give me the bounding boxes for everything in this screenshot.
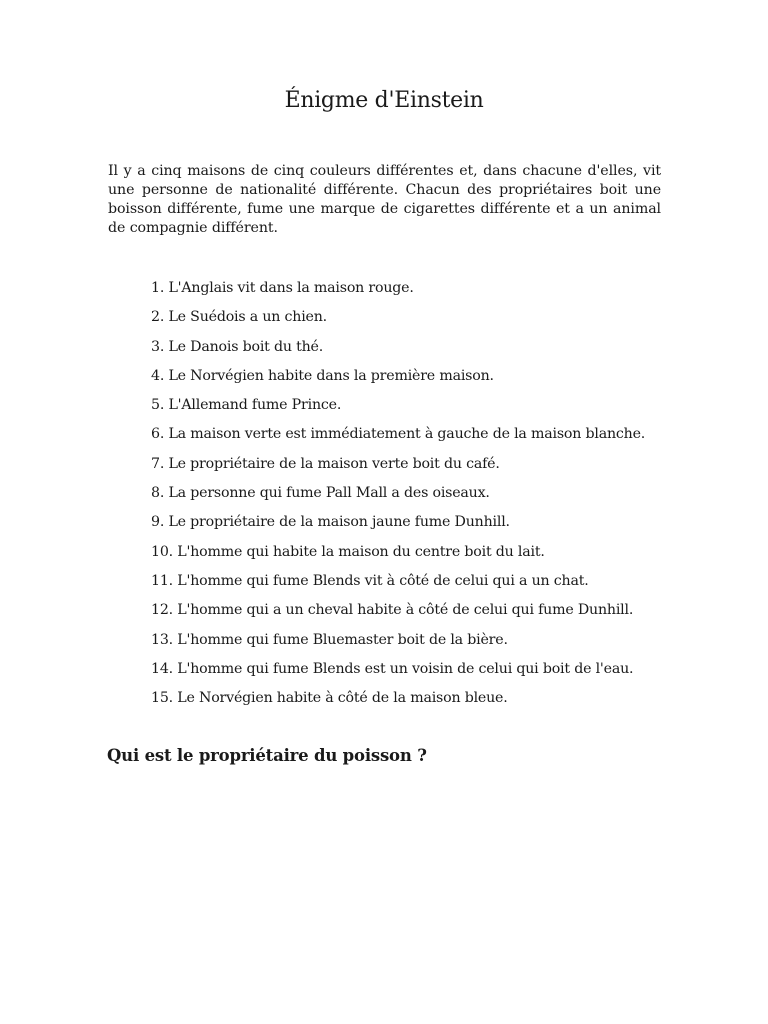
clue-item: 11. L'homme qui fume Blends vit à côté de celui qui a un chat. xyxy=(151,572,589,589)
riddle-question: Qui est le propriétaire du poisson ? xyxy=(107,746,427,765)
clue-item: 4. Le Norvégien habite dans la première maison. xyxy=(151,367,494,384)
clue-item: 5. L'Allemand fume Prince. xyxy=(151,397,342,414)
clue-list xyxy=(151,278,671,717)
clue-item: 14. L'homme qui fume Blends est un voisin de celui qui boit de l'eau. xyxy=(151,660,634,677)
clue-item: 1. L'Anglais vit dans la maison rouge. xyxy=(151,280,414,296)
clue-item: 2. Le Suédois a un chien. xyxy=(151,309,327,326)
clue-item: 12. L'homme qui a un cheval habite à côté de celui qui fume Dunhill. xyxy=(151,602,634,619)
clue-item: 13. L'homme qui fume Bluemaster boit de la bière. xyxy=(151,631,508,648)
clue-item: 7. Le propriétaire de la maison verte boit du café. xyxy=(151,455,500,472)
clue-item: 9. Le propriétaire de la maison jaune fume Dunhill. xyxy=(151,514,510,531)
clue-item: 3. Le Danois boit du thé. xyxy=(151,338,324,355)
clue-item: 10. L'homme qui habite la maison du centre boit du lait. xyxy=(151,543,545,560)
clue-item: 15. Le Norvégien habite à côté de la maison bleue. xyxy=(151,690,508,707)
clue-item: 6. La maison verte est immédiatement à gauche de la maison blanche. xyxy=(151,426,646,443)
document-title: Énigme d'Einstein xyxy=(284,88,484,113)
intro-paragraph: Il y a cinq maisons de cinq couleurs différentes et, dans chacune d'elles, vit une personne de nationalité différente. Chacun des propriétaires boit une boisson différente, fume une marque de cigarettes différente et a un animal de compagnie différent. xyxy=(108,163,661,236)
clue-item: 8. La personne qui fume Pall Mall a des oiseaux. xyxy=(151,485,490,502)
